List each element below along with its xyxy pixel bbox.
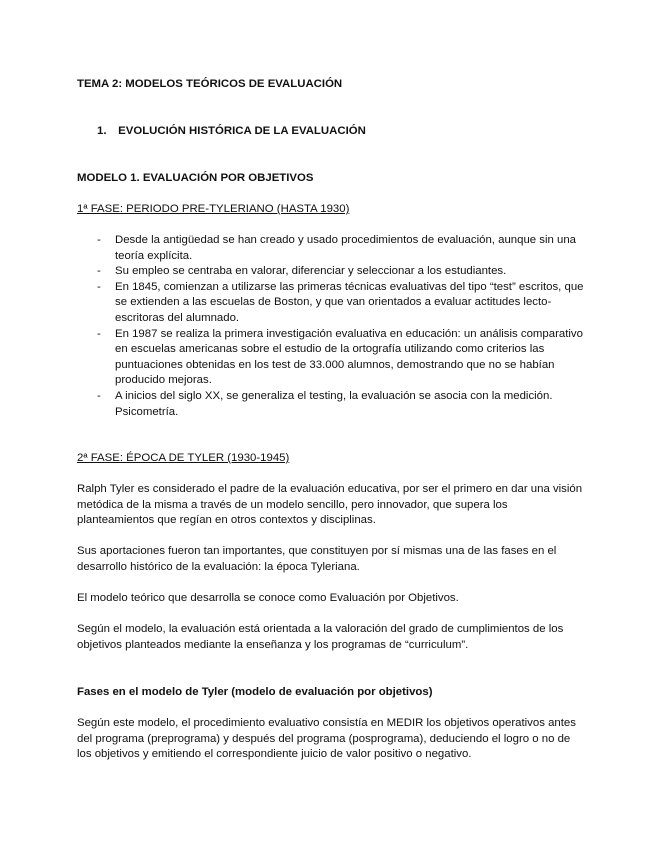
fase2-paragraph-1: Ralph Tyler es considerado el padre de la evaluación educativa, por ser el primero en dar una visión metódica de la misma a través de un modelo sencillo, pero innovador, que supera los planteamientos que regían en otros contextos y disciplinas. (77, 483, 583, 527)
bullet-marker: - (97, 327, 101, 340)
fase1-bullet-list (97, 233, 597, 420)
bullet-marker: - (97, 234, 101, 246)
list-item (97, 264, 597, 280)
list-item (97, 233, 597, 264)
list-item-text: En 1987 se realiza la primera investigación evaluativa en educación: un análisis comparativo en escuelas americanas sobre el estudio de la ortografía utilizando como criterios las puntuaciones obtenidas en los test de 33.000 alumnos, demostrando que no se habían producido mejoras. (115, 327, 583, 387)
list-item-text: En 1845, comienzan a utilizarse las primeras técnicas evaluativas del tipo “test” escritos, que se extienden a las escuelas de Boston, y que van orientados a evaluar actitudes lecto-escritoras del alumnado. (115, 280, 584, 324)
list-item (97, 327, 597, 389)
fase2-paragraph-4: Según el modelo, la evaluación está orientada a la valoración del grado de cumplimientos de los objetivos planteados mediante la enseñanza y los programas de “curriculum”. (77, 623, 564, 651)
list-item (97, 280, 597, 327)
list-item (97, 389, 597, 420)
section-title: EVOLUCIÓN HISTÓRICA DE LA EVALUACIÓN (118, 125, 366, 137)
section-heading (97, 124, 366, 140)
bullet-marker: - (97, 389, 101, 402)
tema-title: TEMA 2: MODELOS TEÓRICOS DE EVALUACIÓN (77, 78, 343, 90)
fase2-title: 2ª FASE: ÉPOCA DE TYLER (1930-1945) (77, 452, 290, 464)
fases-tyler-title: Fases en el modelo de Tyler (modelo de evaluación por objetivos) (77, 686, 433, 698)
bullet-marker: - (97, 280, 101, 293)
list-item-text: A inicios del siglo XX, se generaliza el testing, la evaluación se asocia con la medición. Psicometría. (115, 389, 553, 418)
list-item-text: Su empleo se centraba en valorar, diferenciar y seleccionar a los estudiantes. (115, 265, 507, 278)
fases-tyler-paragraph: Según este modelo, el procedimiento evaluativo consistía en MEDIR los objetivos operativos antes del programa (preprograma) y después del programa (posprograma), deduciendo el logro o no de los objetivos y emitiendo el correspondiente juicio de valor positivo o negativo. (77, 717, 576, 761)
modelo-title: MODELO 1. EVALUACIÓN POR OBJETIVOS (77, 172, 314, 184)
fase2-paragraph-3: El modelo teórico que desarrolla se conoce como Evaluación por Objetivos. (77, 592, 459, 604)
fase1-title: 1ª FASE: PERIODO PRE-TYLERIANO (HASTA 1930) (77, 203, 350, 215)
section-number: 1. (97, 125, 107, 137)
fase2-paragraph-2: Sus aportaciones fueron tan importantes, que constituyen por sí mismas una de las fases en el desarrollo histórico de la evaluación: la época Tyleriana. (77, 545, 557, 573)
bullet-marker: - (97, 265, 101, 278)
list-item-text: Desde la antigüedad se han creado y usado procedimientos de evaluación, aunque sin una teoría explícita. (115, 234, 577, 262)
